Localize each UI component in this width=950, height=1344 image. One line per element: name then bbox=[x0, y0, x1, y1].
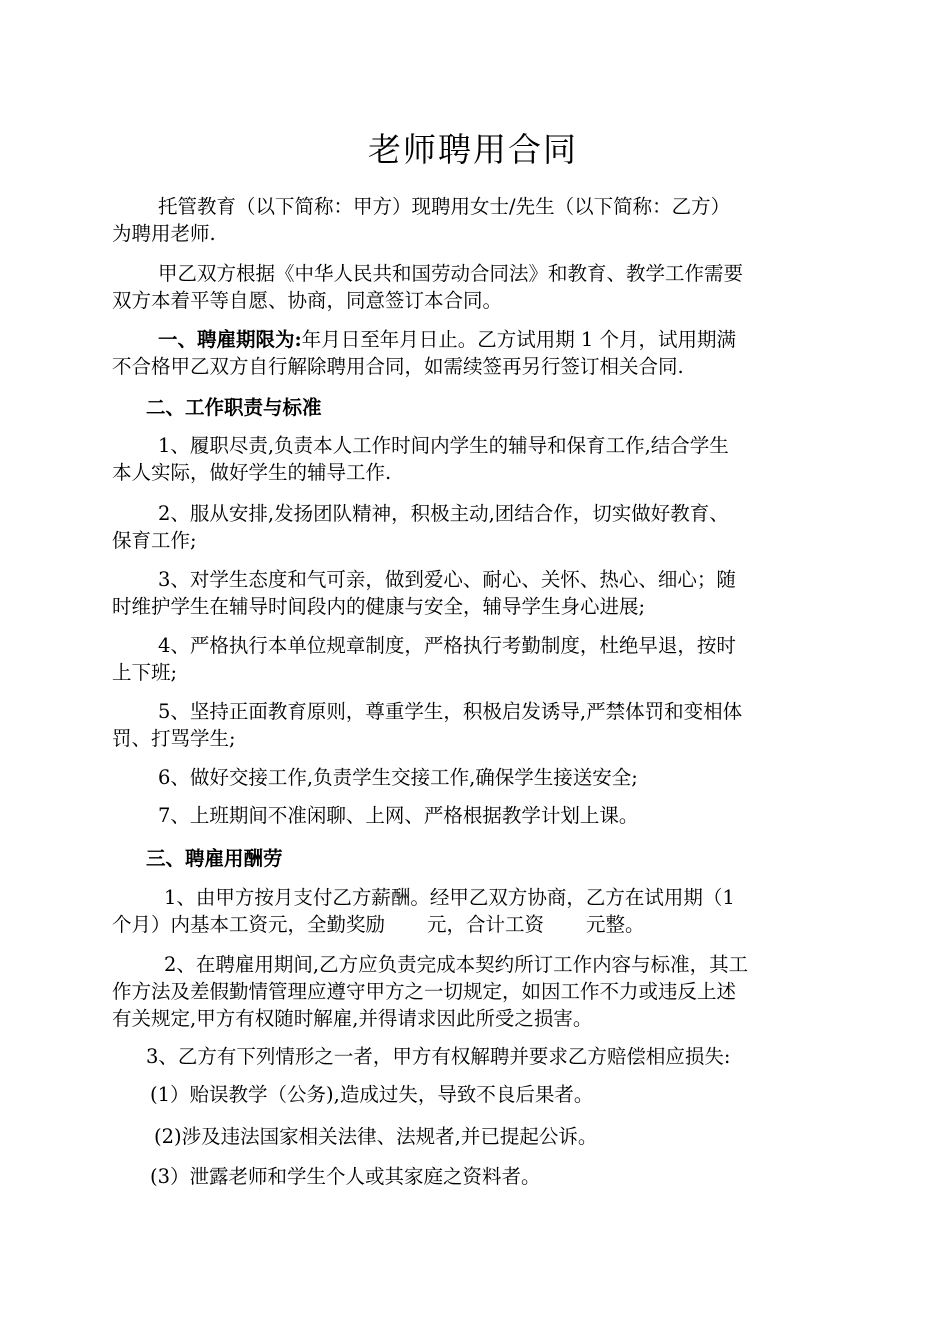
duty-5-line-2: 罚、打骂学生; bbox=[112, 727, 236, 750]
page-title: 老师聘用合同 bbox=[368, 130, 578, 169]
pay-2-line-3: 有关规定,甲方有权随时解雇,并得请求因此所受之损害。 bbox=[112, 1007, 593, 1030]
duty-5 bbox=[112, 698, 834, 752]
duty-4 bbox=[112, 632, 834, 686]
pay-1-line-2-part-a: 个月）内基本工资元，全勤奖励 bbox=[112, 913, 386, 936]
pay-1 bbox=[112, 884, 834, 938]
section-1-label: 一、聘雇期限为: bbox=[158, 328, 302, 351]
duty-7 bbox=[112, 802, 834, 829]
duty-6-line-1: 6、做好交接工作,负责学生交接工作,确保学生接送安全; bbox=[158, 766, 638, 789]
clause-3-line: (3）泄露老师和学生个人或其家庭之资料者。 bbox=[150, 1165, 541, 1188]
section-1-paragraph bbox=[112, 326, 834, 380]
pay-2-line-2: 作方法及差假勤情管理应遵守甲方之一切规定，如因工作不力或违反上述 bbox=[112, 980, 737, 1003]
duty-2-line-2: 保育工作; bbox=[112, 529, 197, 552]
pay-1-line-1: 1、由甲方按月支付乙方薪酬。经甲乙双方协商，乙方在试用期（1 bbox=[164, 886, 735, 909]
basis-line-1: 甲乙双方根据《中华人民共和国劳动合同法》和教育、教学工作需要 bbox=[158, 262, 744, 285]
intro-line-1: 托管教育（以下简称：甲方）现聘用女士/先生（以下简称：乙方） bbox=[158, 195, 731, 218]
duty-2-line-1: 2、服从安排,发扬团队精神，积极主动,团结合作，切实做好教育、 bbox=[158, 502, 729, 525]
pay-2-line-1: 2、在聘雇用期间,乙方应负责完成本契约所订工作内容与标准，其工 bbox=[164, 953, 749, 976]
duty-4-line-1: 4、严格执行本单位规章制度，严格执行考勤制度，杜绝早退，按时 bbox=[158, 634, 736, 657]
pay-2 bbox=[112, 951, 834, 1032]
pay-3 bbox=[112, 1043, 834, 1070]
clause-2-line: (2)涉及违法国家相关法律、法规者,并已提起公诉。 bbox=[154, 1125, 598, 1148]
duty-7-line-1: 7、上班期间不准闲聊、上网、严格根据教学计划上课。 bbox=[158, 804, 639, 827]
section-1-line-1-text: 年月日至年月日止。乙方试用期 1 个月，试用期满 bbox=[301, 328, 737, 351]
clause-3 bbox=[112, 1163, 834, 1190]
pay-1-line-2 bbox=[112, 911, 834, 938]
pay-3-line-1: 3、乙方有下列情形之一者，甲方有权解聘并要求乙方赔偿相应损失: bbox=[146, 1045, 731, 1068]
intro-line-2: 为聘用老师. bbox=[112, 222, 216, 245]
duty-1-line-1: 1、履职尽责,负责本人工作时间内学生的辅导和保育工作,结合学生 bbox=[158, 434, 729, 457]
section-1-line-1 bbox=[112, 326, 834, 353]
basis-line-2: 双方本着平等自愿、协商，同意签订本合同。 bbox=[112, 289, 503, 312]
duty-4-line-2: 上下班; bbox=[112, 661, 178, 684]
clause-1 bbox=[112, 1081, 834, 1108]
duty-1 bbox=[112, 432, 834, 486]
duty-2 bbox=[112, 500, 834, 554]
duty-6 bbox=[112, 764, 834, 791]
intro-paragraph bbox=[112, 193, 834, 247]
pay-1-line-2-part-b: 元，合计工资 bbox=[427, 913, 545, 936]
section-1-line-2: 不合格甲乙双方自行解除聘用合同，如需续签再另行签订相关合同. bbox=[112, 355, 684, 378]
duty-5-line-1: 5、坚持正面教育原则，尊重学生，积极启发诱导,严禁体罚和变相体 bbox=[158, 700, 743, 723]
duty-3-line-2: 时维护学生在辅导时间段内的健康与安全，辅导学生身心进展; bbox=[112, 595, 646, 618]
clause-1-line: (1）贻误教学（公务),造成过失，导致不良后果者。 bbox=[150, 1083, 594, 1106]
clause-2 bbox=[112, 1123, 834, 1150]
section-2-heading: 二、工作职责与标准 bbox=[146, 396, 322, 419]
pay-1-line-2-part-c: 元整。 bbox=[586, 913, 645, 936]
duty-3 bbox=[112, 566, 834, 620]
section-3-heading: 三、聘雇用酬劳 bbox=[146, 847, 283, 870]
duty-1-line-2: 本人实际，做好学生的辅导工作. bbox=[112, 461, 392, 484]
basis-paragraph bbox=[112, 260, 834, 314]
duty-3-line-1: 3、对学生态度和气可亲，做到爱心、耐心、关怀、热心、细心；随 bbox=[158, 568, 736, 591]
